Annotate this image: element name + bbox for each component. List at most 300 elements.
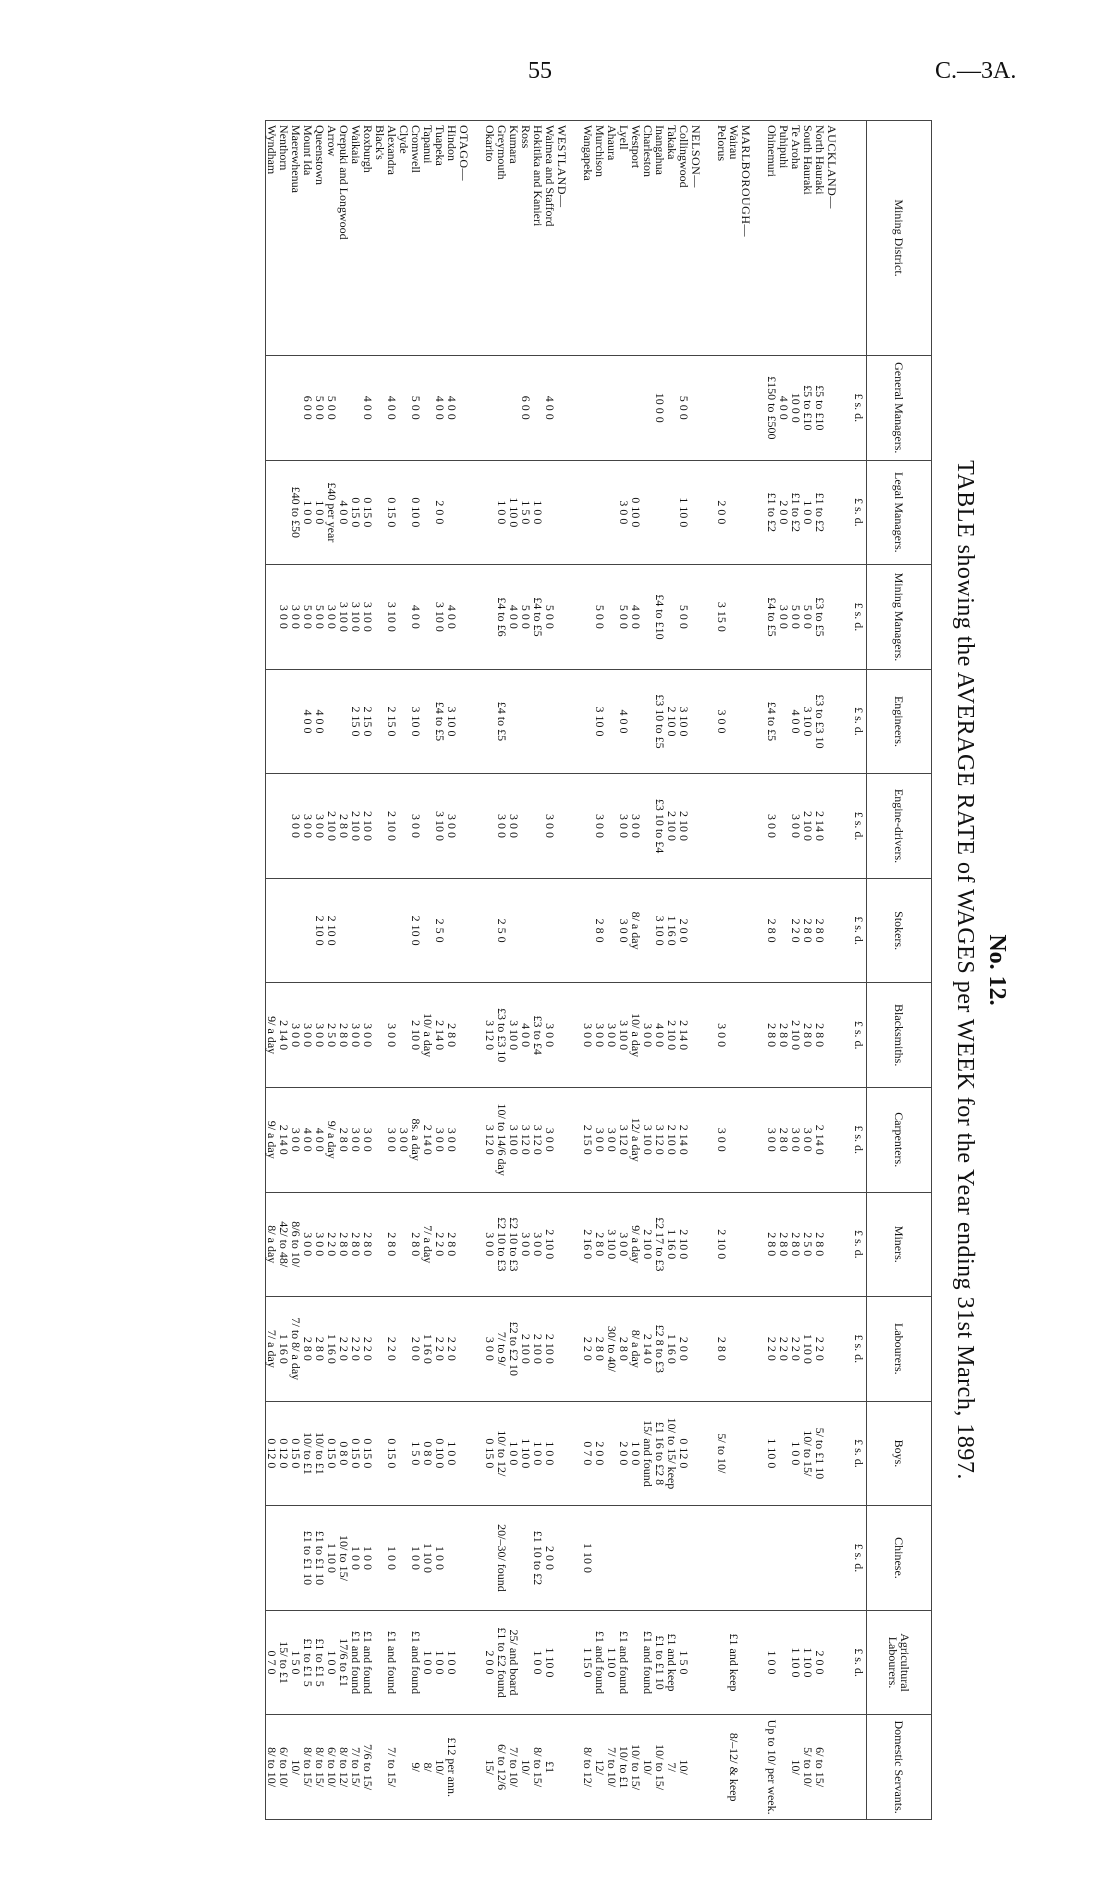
wage-cell: 1 0 0: [790, 1401, 802, 1506]
wage-cell: [678, 1506, 690, 1611]
wage-cell: [508, 878, 520, 983]
empty-cell: [740, 878, 752, 983]
wage-cell: [618, 1506, 630, 1611]
empty-cell: [826, 1192, 838, 1297]
region-heading: WESTLAND—: [556, 121, 568, 356]
page-number: 55: [528, 58, 552, 84]
empty-cell: [556, 460, 568, 565]
wage-cell: £1 and found: [410, 1610, 422, 1715]
wage-cell: 2 2 0: [350, 1297, 362, 1402]
wage-cell: 2 8 0: [778, 1087, 790, 1192]
wage-cell: £3 to £4: [532, 983, 544, 1088]
wage-cell: 3 0 0: [606, 1087, 618, 1192]
wage-cell: [728, 565, 740, 670]
column-header: Boys.: [867, 1401, 932, 1506]
wage-cell: £1 and found: [594, 1610, 606, 1715]
wage-cell: 3 0 0: [766, 774, 778, 879]
wage-cell: 2 8 0: [716, 1297, 728, 1402]
wage-cell: 4 0 0: [314, 1087, 326, 1192]
wage-cell: 1 0 0: [766, 1610, 778, 1715]
wage-cell: £1 to £2: [790, 460, 802, 565]
empty-cell: [458, 1192, 470, 1297]
wage-cell: 4 0 0: [508, 565, 520, 670]
spacer-cell: [470, 1506, 484, 1611]
wage-cell: 3 0 0: [618, 878, 630, 983]
wage-cell: 2 8 0: [778, 983, 790, 1088]
empty-cell: [458, 1610, 470, 1715]
wage-cell: 4 0 0: [446, 565, 458, 670]
district-row: [266, 121, 279, 1820]
region-heading: AUCKLAND—: [826, 121, 838, 356]
wage-cell: £40 per year: [326, 460, 338, 565]
wage-cell: 8/: [422, 1715, 434, 1820]
wage-cell: [446, 460, 458, 565]
empty-cell: [458, 878, 470, 983]
column-header: Mining District.: [867, 121, 932, 356]
wage-cell: 2 2 0: [790, 1297, 802, 1402]
district-name: Wyndham: [266, 121, 279, 356]
wage-cell: [716, 356, 728, 461]
spacer-cell: [702, 878, 716, 983]
wage-cell: 0 12 0: [678, 1401, 690, 1506]
wage-cell: 3 0 0: [484, 1297, 496, 1402]
wage-cell: 2 10 0: [790, 983, 802, 1088]
district-row: [716, 121, 728, 1820]
wage-cell: 2 10 0: [532, 1297, 544, 1402]
empty-cell: [690, 669, 702, 774]
wage-cell: [508, 1506, 520, 1611]
wage-cell: 2 2 0: [326, 1192, 338, 1297]
wage-cell: 3 0 0: [544, 983, 556, 1088]
wage-cell: 2 14 0: [678, 1087, 690, 1192]
wage-cell: 8/ a day: [630, 878, 642, 983]
wage-cell: [520, 669, 532, 774]
district-name: Ohinemuri: [766, 121, 778, 356]
district-row: [386, 121, 398, 1820]
spacer-cell: [752, 1506, 766, 1611]
wage-cell: 2 8 0: [802, 983, 814, 1088]
wage-cell: 2 2 0: [434, 1297, 446, 1402]
table-body: [266, 121, 867, 1820]
wages-table: [265, 120, 932, 1820]
wage-cell: 5 0 0: [520, 565, 532, 670]
wage-cell: 8s. a day: [410, 1087, 422, 1192]
spacer-cell: [838, 356, 852, 461]
wage-cell: £1 to £1 10: [302, 1506, 314, 1611]
spacer-cell: [702, 1192, 716, 1297]
spacer-cell: [752, 774, 766, 879]
wage-cell: [582, 356, 594, 461]
wage-cell: 8/ to 15/: [532, 1715, 544, 1820]
district-name: Alexandra: [386, 121, 398, 356]
spacer-cell: [470, 1610, 484, 1715]
table-title: TABLE showing the AVERAGE RATE of WAGES per WEEK for the Year ending 31st March, 1897.: [952, 460, 978, 1480]
wage-cell: 3 0 0: [630, 774, 642, 879]
wage-cell: 3 10 0: [350, 565, 362, 670]
spacer-cell: [702, 356, 716, 461]
wage-cell: [716, 878, 728, 983]
wage-cell: [484, 356, 496, 461]
wage-cell: 8/ a day: [630, 1297, 642, 1402]
wage-cell: [496, 356, 508, 461]
column-header: Engine-drivers.: [867, 774, 932, 879]
wage-cell: 1 16 0: [422, 1297, 434, 1402]
spacer-cell: [568, 669, 582, 774]
district-name: Collingwood: [678, 121, 690, 356]
wage-cell: 3 10 0: [618, 983, 630, 1088]
district-name: Wairau: [728, 121, 740, 356]
wage-cell: 3 0 0: [716, 669, 728, 774]
wage-cell: 6 0 0: [520, 356, 532, 461]
wage-cell: [266, 878, 279, 983]
wage-cell: 3 0 0: [618, 774, 630, 879]
wage-cell: 3 0 0: [314, 1192, 326, 1297]
empty-cell: [740, 669, 752, 774]
district-name: Lyell: [618, 121, 630, 356]
wage-cell: 8/ to 10/: [266, 1715, 279, 1820]
district-name: Wangapeka: [582, 121, 594, 356]
wage-cell: 2 5 0: [434, 878, 446, 983]
empty-cell: [458, 1297, 470, 1402]
unit-cell: £ s. d.: [852, 983, 867, 1088]
wage-cell: 3 0 0: [520, 1192, 532, 1297]
spacer-cell: [838, 878, 852, 983]
empty-cell: [826, 983, 838, 1088]
wage-cell: 2 15 0: [350, 669, 362, 774]
wage-cell: 5 0 0: [410, 356, 422, 461]
spacer-cell: [752, 1610, 766, 1715]
wage-cell: 1 10 0: [606, 1610, 618, 1715]
wage-cell: 1 0 0: [544, 1401, 556, 1506]
wage-cell: 7/ to 9/: [496, 1297, 508, 1402]
wage-cell: 2 10 0: [666, 1087, 678, 1192]
unit-cell: £ s. d.: [852, 774, 867, 879]
spacer-cell: [568, 1610, 582, 1715]
empty-cell: [690, 356, 702, 461]
wage-cell: 2 8 0: [314, 1297, 326, 1402]
wage-cell: 0 15 0: [362, 1401, 374, 1506]
empty-cell: [826, 878, 838, 983]
district-row: [802, 121, 814, 1820]
wage-cell: £2 10 to £3: [508, 1192, 520, 1297]
wage-cell: £1 and found: [642, 1610, 654, 1715]
wage-cell: 3 0 0: [606, 983, 618, 1088]
wage-cell: 2 10 0: [386, 774, 398, 879]
spacer-cell: [470, 460, 484, 565]
wage-cell: 2 10 0: [678, 1192, 690, 1297]
wage-cell: 2 0 0: [484, 1610, 496, 1715]
wage-cell: 7/ to 10/: [606, 1715, 618, 1820]
wage-cell: 3 10 0: [338, 565, 350, 670]
wage-cell: [278, 356, 290, 461]
wage-cell: 2 2 0: [778, 1297, 790, 1402]
wage-cell: 3 0 0: [532, 1192, 544, 1297]
spacer-cell: [752, 1401, 766, 1506]
wage-cell: [766, 1506, 778, 1611]
wage-cell: 3 0 0: [802, 1087, 814, 1192]
wage-cell: [728, 460, 740, 565]
wage-cell: 4 0 0: [302, 1087, 314, 1192]
spacer-cell: [568, 1506, 582, 1611]
spacer-cell: [470, 1192, 484, 1297]
wage-cell: 5/ to 10/: [802, 1715, 814, 1820]
wage-cell: £1 and found: [618, 1610, 630, 1715]
wage-cell: 1 10 0: [326, 1506, 338, 1611]
wage-cell: 7/ to 15/: [350, 1715, 362, 1820]
district-name: Hokitika and Kanieri: [532, 121, 544, 356]
spacer-cell: [470, 1297, 484, 1402]
district-row: [446, 121, 458, 1820]
district-name: Te Aroha: [790, 121, 802, 356]
wage-cell: 1 16 0: [666, 878, 678, 983]
wage-cell: 8/ to 12/: [338, 1715, 350, 1820]
wage-cell: 3 0 0: [350, 1087, 362, 1192]
wage-cell: 2 0 0: [814, 1610, 826, 1715]
wage-cell: 20/–30/ found: [496, 1506, 508, 1611]
empty-cell: [556, 356, 568, 461]
wage-cell: 0 15 0: [386, 460, 398, 565]
spacer-cell: [702, 565, 716, 670]
column-header: Labourers.: [867, 1297, 932, 1402]
wage-cell: [630, 669, 642, 774]
wage-cell: 9/ a day: [326, 1087, 338, 1192]
wage-cell: 8/6 to 10/: [290, 1192, 302, 1297]
wage-cell: £3 to £3 10: [814, 669, 826, 774]
wage-cell: [266, 460, 279, 565]
wage-cell: 30/ to 40/: [606, 1297, 618, 1402]
district-row: [278, 121, 290, 1820]
empty-cell: [458, 1401, 470, 1506]
wage-cell: 2 14 0: [278, 1087, 290, 1192]
wage-cell: 2 0 0: [618, 1401, 630, 1506]
wage-cell: [618, 356, 630, 461]
wage-cell: 2 15 0: [362, 669, 374, 774]
region-heading-row: [690, 121, 702, 1820]
wage-cell: 3 0 0: [618, 460, 630, 565]
spacer-cell: [470, 774, 484, 879]
spacer-cell: [752, 356, 766, 461]
empty-cell: [740, 1506, 752, 1611]
wage-cell: 2 10 0: [410, 983, 422, 1088]
wage-cell: 10/: [520, 1715, 532, 1820]
wage-cell: 3 0 0: [766, 1087, 778, 1192]
table-header: [867, 121, 932, 1820]
district-row: [532, 121, 544, 1820]
district-row: [302, 121, 314, 1820]
wage-cell: 3 0 0: [290, 774, 302, 879]
district-name: Waimea and Stafford: [544, 121, 556, 356]
wage-cell: 2 10 0: [314, 878, 326, 983]
wage-cell: 1 0 0: [532, 460, 544, 565]
wage-cell: [594, 460, 606, 565]
wage-cell: [290, 878, 302, 983]
wage-cell: 1 16 0: [326, 1297, 338, 1402]
spacer-cell: [470, 356, 484, 461]
spacer-cell: [838, 1506, 852, 1611]
column-header: Agricultural Labourers.: [867, 1610, 932, 1715]
district-row: [434, 121, 446, 1820]
region-heading-row: [458, 121, 470, 1820]
wage-cell: 15/ to £1: [278, 1610, 290, 1715]
wage-cell: 3 0 0: [302, 774, 314, 879]
wage-cell: 4 0 0: [434, 356, 446, 461]
wage-cell: 42/ to 48/: [278, 1192, 290, 1297]
wage-cell: 2 10 0: [666, 669, 678, 774]
wage-cell: 2 5 0: [802, 1192, 814, 1297]
empty-cell: [690, 1715, 702, 1820]
wage-cell: [728, 1087, 740, 1192]
wage-cell: £1 10 to £2: [532, 1506, 544, 1611]
spacer-cell: [568, 1192, 582, 1297]
district-row: [678, 121, 690, 1820]
wage-cell: 3 0 0: [386, 983, 398, 1088]
wage-cell: 3 10 0: [508, 1087, 520, 1192]
wage-cell: 1 0 0: [386, 1506, 398, 1611]
section-spacer: [752, 121, 766, 1820]
wage-cell: 10/: [642, 1715, 654, 1820]
wage-cell: £40 to £50: [290, 460, 302, 565]
wage-cell: 5 0 0: [618, 565, 630, 670]
wage-cell: [266, 669, 279, 774]
wage-cell: 17/6 to £1: [338, 1610, 350, 1715]
wage-cell: 2 10 0: [544, 1297, 556, 1402]
wage-cell: [278, 1506, 290, 1611]
spacer-cell: [752, 1192, 766, 1297]
wage-cell: £5 to £10: [814, 356, 826, 461]
wage-cell: [446, 878, 458, 983]
wage-cell: £1 and found: [350, 1610, 362, 1715]
spacer-cell: [838, 983, 852, 1088]
wage-cell: 2 8 0: [338, 1192, 350, 1297]
empty-cell: [740, 774, 752, 879]
wage-cell: 2 10 0: [326, 774, 338, 879]
spacer-cell: [568, 1715, 582, 1820]
wage-cell: £1 to £1 10: [314, 1506, 326, 1611]
wage-cell: 0 7 0: [266, 1610, 279, 1715]
empty-cell: [458, 1715, 470, 1820]
district-name: Charleston: [642, 121, 654, 356]
wage-cell: 3 10 0: [654, 878, 666, 983]
wage-cell: 1 0 0: [802, 460, 814, 565]
district-name: Waikaia: [350, 121, 362, 356]
spacer-cell: [752, 1297, 766, 1402]
wage-cell: 2 8 0: [766, 878, 778, 983]
section-spacer: [702, 121, 716, 1820]
spacer-cell: [838, 121, 852, 356]
header-row: [867, 121, 932, 1820]
wage-cell: £4 to £5: [496, 669, 508, 774]
region-heading-row: [740, 121, 752, 1820]
wage-cell: [790, 1506, 802, 1611]
wage-cell: 2 14 0: [434, 983, 446, 1088]
wage-cell: 7/6 to 15/: [362, 1715, 374, 1820]
wage-cell: 12/: [594, 1715, 606, 1820]
wage-cell: 2 5 0: [496, 878, 508, 983]
wage-cell: 3 0 0: [544, 1087, 556, 1192]
unit-cell: £ s. d.: [852, 1610, 867, 1715]
wage-cell: 2 8 0: [778, 1192, 790, 1297]
wage-cell: 10/: [678, 1715, 690, 1820]
wage-cell: 3 0 0: [484, 1192, 496, 1297]
wage-cell: [814, 1506, 826, 1611]
wage-cell: 2 8 0: [766, 983, 778, 1088]
empty-cell: [740, 460, 752, 565]
district-name: Maerewhenua: [290, 121, 302, 356]
unit-cell: [852, 121, 867, 356]
wage-cell: 5 0 0: [314, 565, 326, 670]
wage-cell: £2 17 to £3: [654, 1192, 666, 1297]
wage-cell: 2 10 0: [410, 878, 422, 983]
wage-cell: 3 10 0: [678, 669, 690, 774]
wage-cell: 1 0 0: [532, 1401, 544, 1506]
wage-cell: 0 15 0: [326, 1401, 338, 1506]
wage-cell: 1 15 0: [582, 1610, 594, 1715]
wage-cell: 1 0 0: [302, 460, 314, 565]
district-row: [544, 121, 556, 1820]
wage-cell: [728, 983, 740, 1088]
spacer-cell: [702, 1610, 716, 1715]
district-row: [422, 121, 434, 1820]
wage-cell: [338, 878, 350, 983]
wage-cell: 3 0 0: [314, 983, 326, 1088]
wage-cell: 7/ to 10/: [508, 1715, 520, 1820]
document-reference: C.—3A.: [935, 58, 1017, 84]
wage-cell: 0 12 0: [266, 1401, 279, 1506]
wage-cell: 0 10 0: [434, 1401, 446, 1506]
section-spacer: [838, 121, 852, 1820]
wage-cell: £1 to £2: [814, 460, 826, 565]
column-header: Blacksmiths.: [867, 983, 932, 1088]
district-row: [778, 121, 790, 1820]
wage-cell: 10/ to 15/: [630, 1715, 642, 1820]
spacer-cell: [702, 774, 716, 879]
wage-cell: 10 0 0: [790, 356, 802, 461]
wage-cell: [544, 669, 556, 774]
wage-cell: [728, 1401, 740, 1506]
spacer-cell: [568, 1297, 582, 1402]
district-name: Greymouth: [496, 121, 508, 356]
wage-cell: 1 0 0: [508, 1401, 520, 1506]
wage-cell: 3 12 0: [484, 1087, 496, 1192]
wage-cell: 2 8 0: [814, 983, 826, 1088]
wage-cell: 9/ a day: [266, 1087, 279, 1192]
wage-cell: 10/ to 14/6 day: [496, 1087, 508, 1192]
district-name: Roxburgh: [362, 121, 374, 356]
unit-cell: £ s. d.: [852, 669, 867, 774]
spacer-cell: [838, 774, 852, 879]
wage-cell: 3 0 0: [778, 565, 790, 670]
district-name: Murchison: [594, 121, 606, 356]
wage-cell: [266, 356, 279, 461]
district-name: Nenthorn: [278, 121, 290, 356]
wage-cell: 2 8 0: [350, 1192, 362, 1297]
empty-cell: [556, 669, 568, 774]
unit-cell: £ s. d.: [852, 565, 867, 670]
wage-cell: £1 and keep: [666, 1610, 678, 1715]
wage-cell: 1 0 0: [350, 1506, 362, 1611]
empty-cell: [458, 1506, 470, 1611]
wage-cell: [716, 774, 728, 879]
empty-cell: [690, 1087, 702, 1192]
wage-cell: 2 2 0: [386, 1297, 398, 1402]
column-header: Carpenters.: [867, 1087, 932, 1192]
spacer-cell: [568, 878, 582, 983]
wage-cell: 10/ to £1: [314, 1401, 326, 1506]
wage-cell: 1 10 0: [520, 1401, 532, 1506]
wage-cell: 0 10 0: [410, 460, 422, 565]
wage-cell: 6/ to 12/6: [496, 1715, 508, 1820]
wage-cell: 6/ to 10/: [326, 1715, 338, 1820]
